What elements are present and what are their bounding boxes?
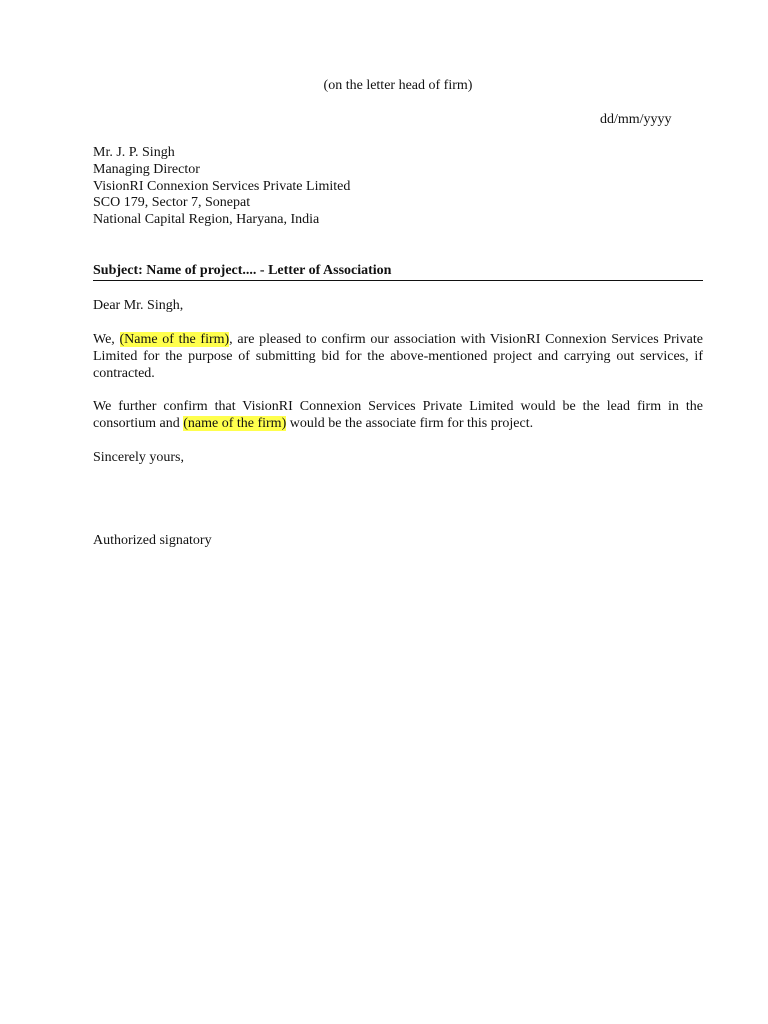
letterhead-note: (on the letter head of firm) [323,78,473,93]
paragraph-text: We, [93,332,120,347]
addressee-address-line1: SCO 179, Sector 7, Sonepat [93,195,251,211]
subject-line: Subject: Name of project.... - Letter of Association [93,262,703,281]
addressee-company: VisionRI Connexion Services Private Limited [93,178,351,194]
firm-name-placeholder: (Name of the firm) [119,332,230,347]
addressee-title: Managing Director [93,161,200,177]
addressee-address-line2: National Capital Region, Haryana, India [93,212,320,228]
addressee-name: Mr. J. P. Singh [93,145,175,160]
letter-date: dd/mm/yyyy [600,112,672,127]
salutation: Dear Mr. Singh, [93,298,184,313]
addressee-block [93,145,350,229]
paragraph-text: We further confirm that VisionRI Connexion Services Private Limited would be the lead firm in the consortium and [93,399,703,431]
paragraph-text: , are pleased to confirm our association with VisionRI Connexion Services Private Limited for the purpose of submitting bid for the above-mentioned project and carrying out services, if contracted. [93,332,703,381]
closing: Sincerely yours, [93,450,184,465]
firm-name-placeholder: (name of the firm) [183,416,287,431]
paragraph-association [93,331,703,382]
paragraph-consortium [93,398,703,432]
signatory: Authorized signatory [93,533,212,548]
paragraph-text: would be the associate firm for this project. [286,416,534,431]
